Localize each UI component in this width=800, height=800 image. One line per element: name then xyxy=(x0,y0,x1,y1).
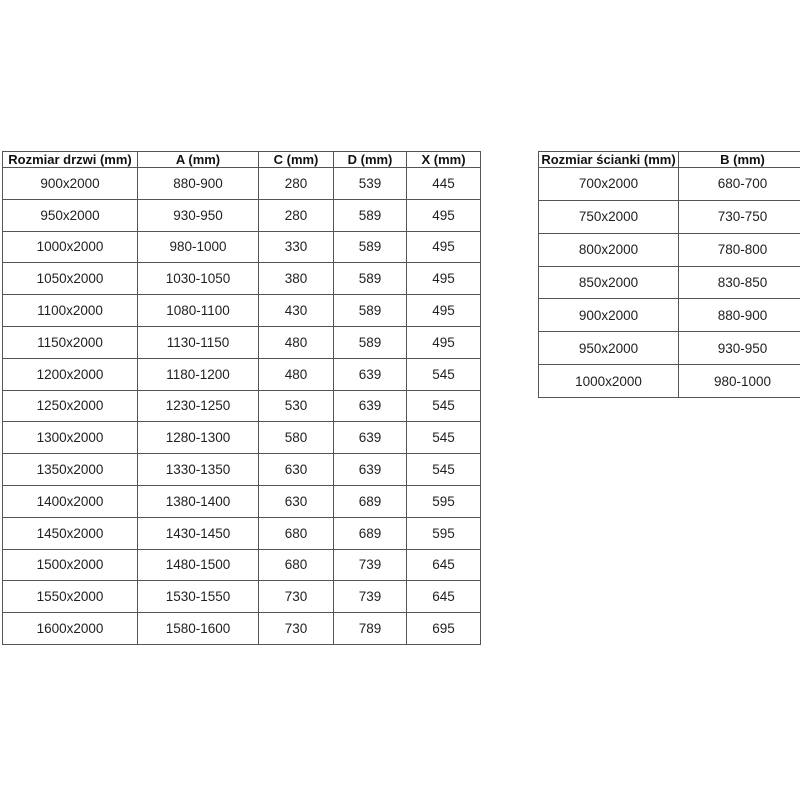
table-cell: 730 xyxy=(259,581,334,613)
table-cell: 1480-1500 xyxy=(138,549,259,581)
table-row xyxy=(3,422,481,454)
table-row xyxy=(3,517,481,549)
column-header: A (mm) xyxy=(138,152,259,168)
table-row xyxy=(539,332,800,365)
table-cell: 1230-1250 xyxy=(138,390,259,422)
table-cell: 680 xyxy=(259,517,334,549)
table-cell: 950x2000 xyxy=(539,332,679,365)
table-cell: 1100x2000 xyxy=(3,295,138,327)
table-cell: 545 xyxy=(407,358,481,390)
table-cell: 495 xyxy=(407,326,481,358)
table-cell: 495 xyxy=(407,295,481,327)
table-cell: 930-950 xyxy=(679,332,800,365)
table-cell: 1430-1450 xyxy=(138,517,259,549)
table-cell: 800x2000 xyxy=(539,233,679,266)
table-row xyxy=(3,199,481,231)
table-cell: 639 xyxy=(334,358,407,390)
table-cell: 545 xyxy=(407,390,481,422)
table-cell: 980-1000 xyxy=(138,231,259,263)
table-row xyxy=(3,549,481,581)
table-row xyxy=(3,358,481,390)
table-cell: 480 xyxy=(259,358,334,390)
table-cell: 530 xyxy=(259,390,334,422)
wall-panel-sizes-table xyxy=(538,151,800,398)
table-cell: 639 xyxy=(334,390,407,422)
table-cell: 1180-1200 xyxy=(138,358,259,390)
table-cell: 445 xyxy=(407,168,481,200)
table-cell: 1400x2000 xyxy=(3,485,138,517)
table-cell: 739 xyxy=(334,581,407,613)
table-cell: 495 xyxy=(407,199,481,231)
column-header: C (mm) xyxy=(259,152,334,168)
table-cell: 689 xyxy=(334,517,407,549)
table-cell: 589 xyxy=(334,231,407,263)
header-row xyxy=(3,152,481,168)
table-cell: 495 xyxy=(407,231,481,263)
table-cell: 1450x2000 xyxy=(3,517,138,549)
table-cell: 739 xyxy=(334,549,407,581)
table-row xyxy=(539,168,800,201)
table-cell: 495 xyxy=(407,263,481,295)
header-row xyxy=(539,152,800,168)
table-cell: 680-700 xyxy=(679,168,800,201)
table-cell: 639 xyxy=(334,454,407,486)
table-cell: 1000x2000 xyxy=(539,365,679,398)
table-row xyxy=(539,365,800,398)
table-cell: 545 xyxy=(407,422,481,454)
table-row xyxy=(539,200,800,233)
table-row xyxy=(3,263,481,295)
table-cell: 589 xyxy=(334,199,407,231)
door-sizes-table xyxy=(2,151,481,645)
table-row xyxy=(539,299,800,332)
table-cell: 900x2000 xyxy=(539,299,679,332)
table-cell: 1030-1050 xyxy=(138,263,259,295)
table-row xyxy=(3,613,481,645)
table-cell: 695 xyxy=(407,613,481,645)
table-cell: 689 xyxy=(334,485,407,517)
table-row xyxy=(3,485,481,517)
table-cell: 595 xyxy=(407,517,481,549)
table-cell: 1150x2000 xyxy=(3,326,138,358)
table-cell: 430 xyxy=(259,295,334,327)
table-cell: 330 xyxy=(259,231,334,263)
table-cell: 1000x2000 xyxy=(3,231,138,263)
table-cell: 630 xyxy=(259,454,334,486)
table-row xyxy=(3,168,481,200)
table-cell: 630 xyxy=(259,485,334,517)
table-cell: 730-750 xyxy=(679,200,800,233)
table-row xyxy=(3,454,481,486)
table-cell: 700x2000 xyxy=(539,168,679,201)
table-cell: 1300x2000 xyxy=(3,422,138,454)
table-cell: 1380-1400 xyxy=(138,485,259,517)
column-header: Rozmiar ścianki (mm) xyxy=(539,152,679,168)
table-cell: 589 xyxy=(334,326,407,358)
column-header: Rozmiar drzwi (mm) xyxy=(3,152,138,168)
table-row xyxy=(3,326,481,358)
table-cell: 1550x2000 xyxy=(3,581,138,613)
table-cell: 1330-1350 xyxy=(138,454,259,486)
table-cell: 480 xyxy=(259,326,334,358)
table-cell: 1080-1100 xyxy=(138,295,259,327)
table-row xyxy=(3,581,481,613)
table-cell: 1200x2000 xyxy=(3,358,138,390)
table-cell: 880-900 xyxy=(679,299,800,332)
table-cell: 1600x2000 xyxy=(3,613,138,645)
table-cell: 280 xyxy=(259,199,334,231)
table-cell: 539 xyxy=(334,168,407,200)
table-cell: 1500x2000 xyxy=(3,549,138,581)
table-cell: 680 xyxy=(259,549,334,581)
table-cell: 580 xyxy=(259,422,334,454)
table-cell: 1250x2000 xyxy=(3,390,138,422)
table-cell: 850x2000 xyxy=(539,266,679,299)
table-row xyxy=(3,390,481,422)
table-row xyxy=(539,233,800,266)
table-cell: 645 xyxy=(407,549,481,581)
table-cell: 380 xyxy=(259,263,334,295)
column-header: D (mm) xyxy=(334,152,407,168)
table-cell: 930-950 xyxy=(138,199,259,231)
table-cell: 545 xyxy=(407,454,481,486)
table-cell: 980-1000 xyxy=(679,365,800,398)
table-cell: 1280-1300 xyxy=(138,422,259,454)
table-row xyxy=(3,295,481,327)
table-cell: 1530-1550 xyxy=(138,581,259,613)
table-cell: 880-900 xyxy=(138,168,259,200)
column-header: B (mm) xyxy=(679,152,800,168)
table-cell: 589 xyxy=(334,295,407,327)
table-cell: 595 xyxy=(407,485,481,517)
table-cell: 830-850 xyxy=(679,266,800,299)
column-header: X (mm) xyxy=(407,152,481,168)
table-cell: 730 xyxy=(259,613,334,645)
table-cell: 589 xyxy=(334,263,407,295)
table-cell: 950x2000 xyxy=(3,199,138,231)
table-cell: 280 xyxy=(259,168,334,200)
table-cell: 1130-1150 xyxy=(138,326,259,358)
table-cell: 639 xyxy=(334,422,407,454)
table-cell: 1580-1600 xyxy=(138,613,259,645)
table-cell: 900x2000 xyxy=(3,168,138,200)
table-cell: 780-800 xyxy=(679,233,800,266)
table-row xyxy=(539,266,800,299)
table-cell: 750x2000 xyxy=(539,200,679,233)
table-cell: 645 xyxy=(407,581,481,613)
table-cell: 1350x2000 xyxy=(3,454,138,486)
table-cell: 789 xyxy=(334,613,407,645)
table-cell: 1050x2000 xyxy=(3,263,138,295)
table-row xyxy=(3,231,481,263)
